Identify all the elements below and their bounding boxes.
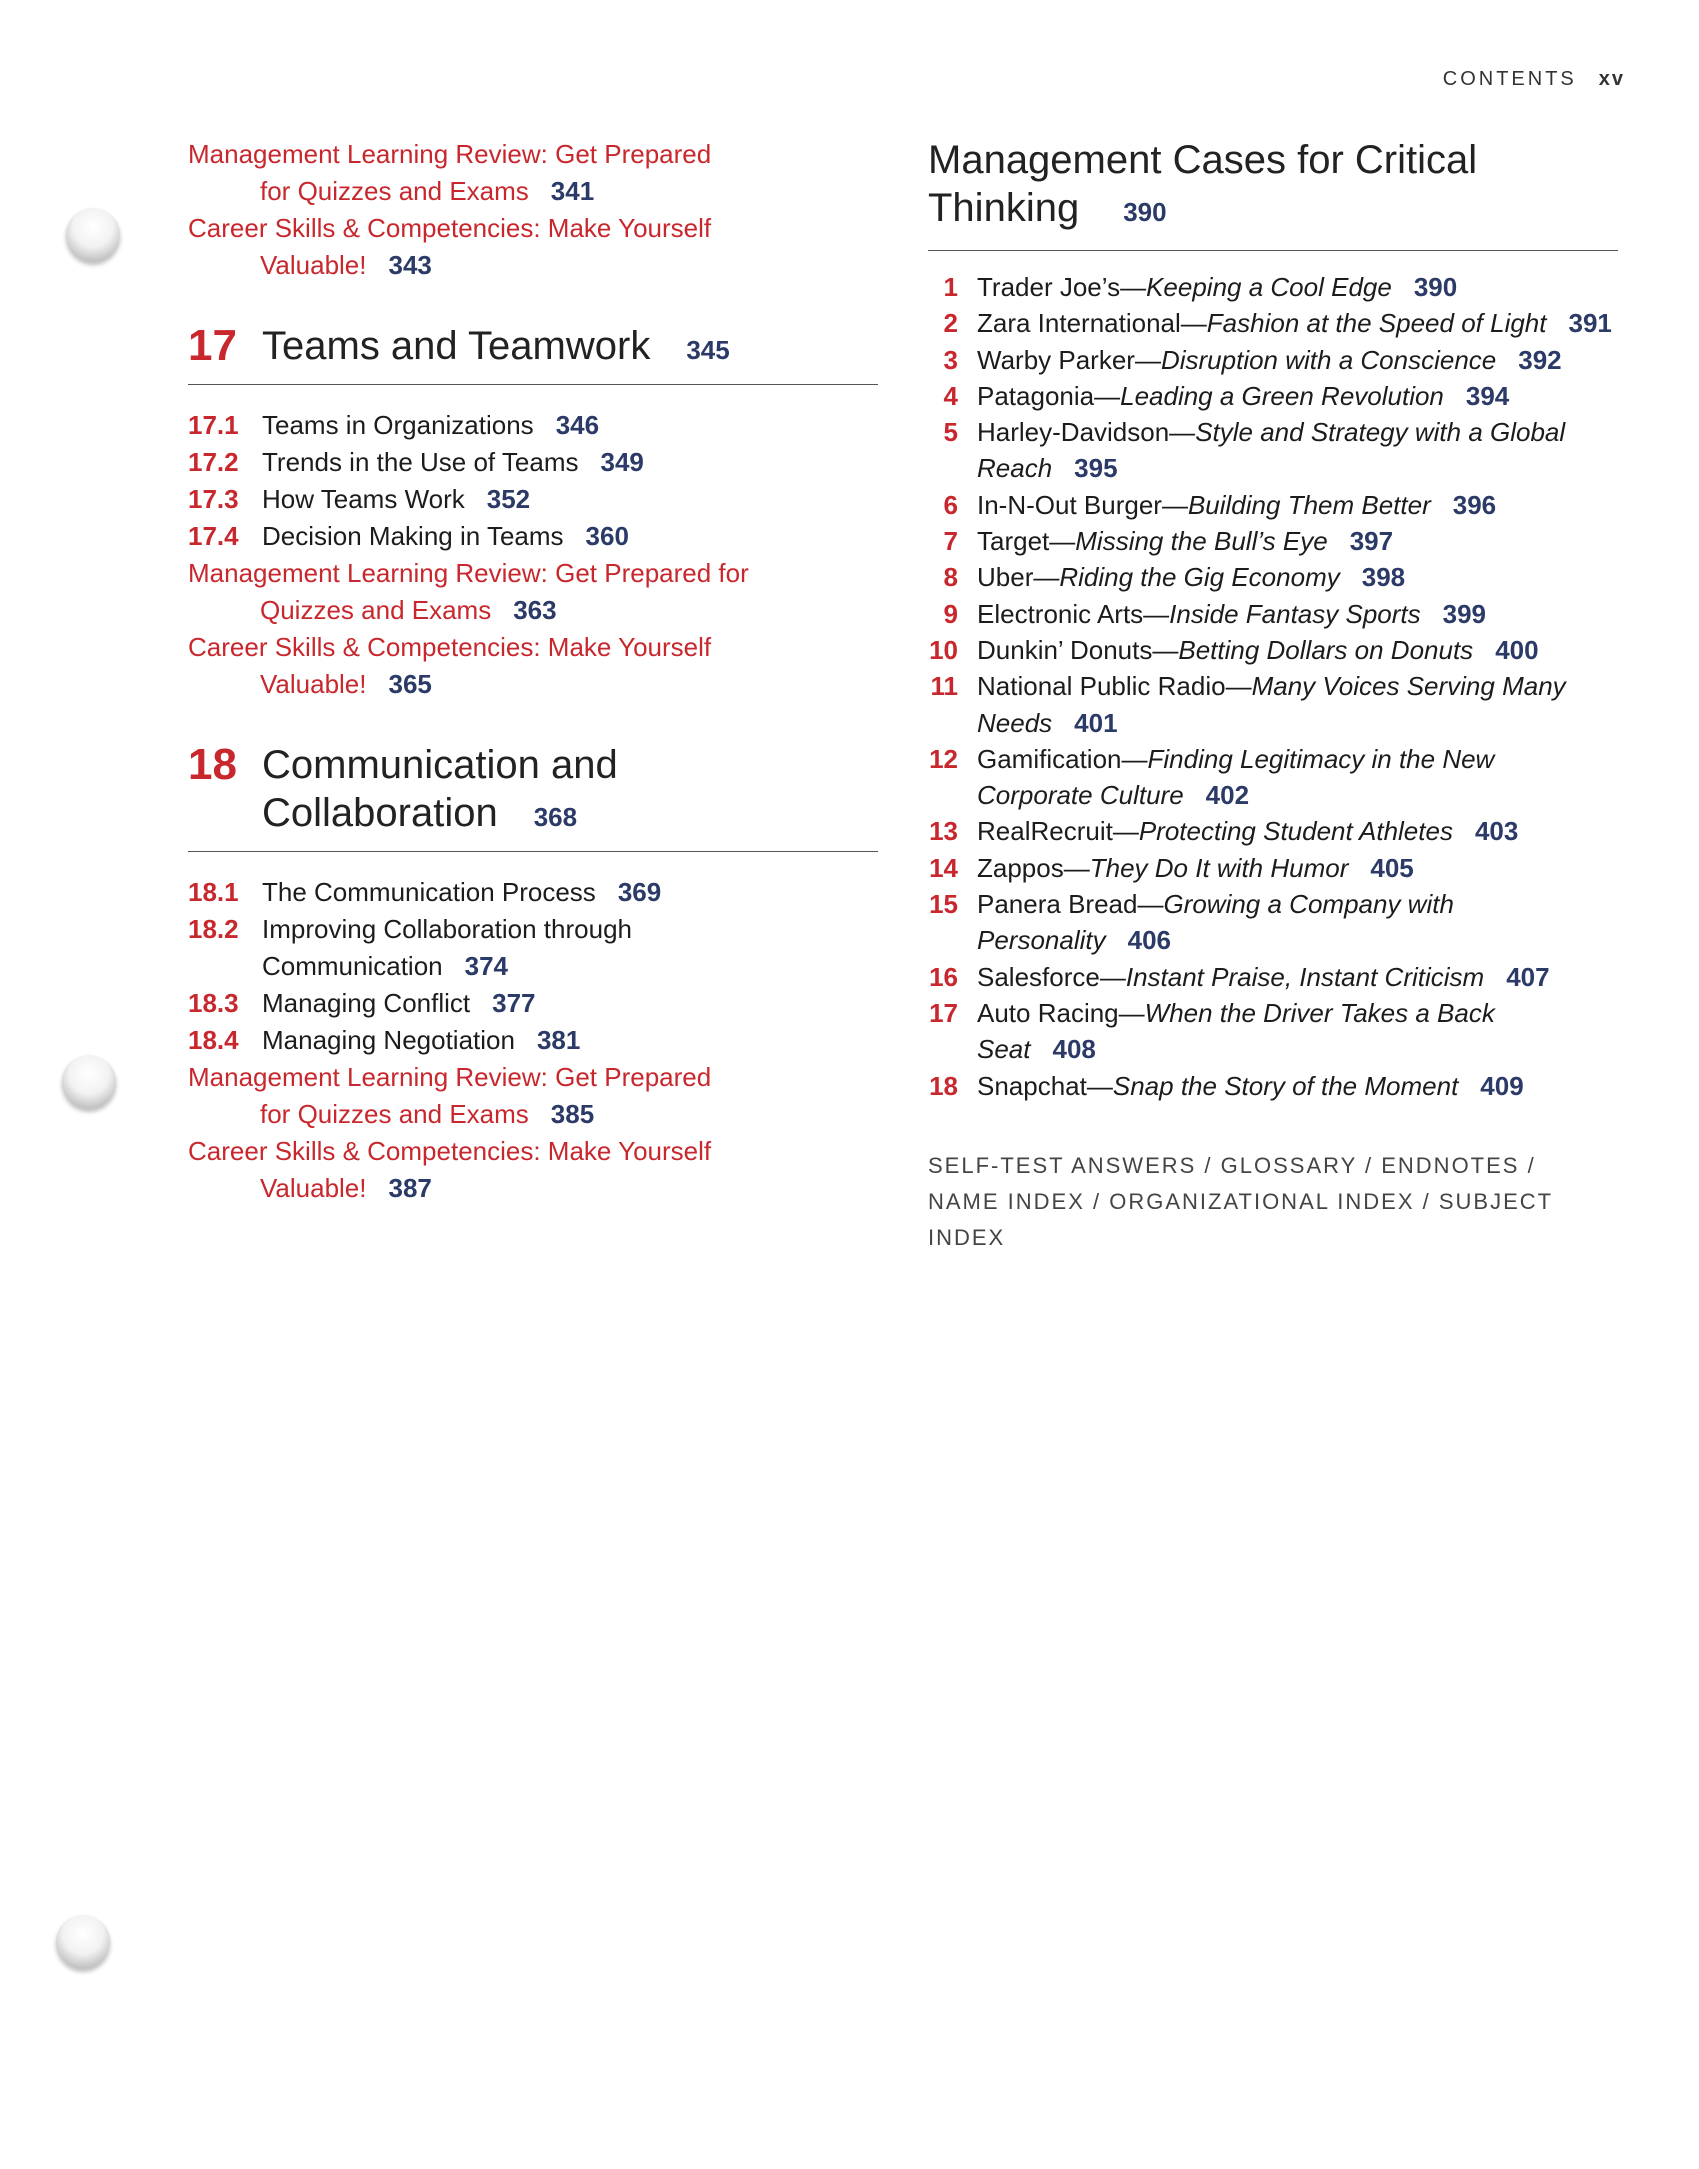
case-number: 7 [943, 526, 958, 557]
case-entry [928, 959, 1618, 995]
case-number: 3 [943, 344, 958, 375]
case-subtitle: Growing a Company with [1163, 889, 1454, 920]
case-number: 15 [929, 889, 958, 920]
page-number: 385 [550, 1099, 595, 1129]
case-number: 8 [943, 562, 958, 593]
case-number: 18 [929, 1070, 958, 1101]
review-entry [188, 629, 878, 703]
review-title-cont: for Quizzes and Exams [260, 176, 529, 206]
case-company: Zara International— [977, 308, 1207, 339]
case-entry [928, 850, 1618, 886]
case-subtitle: Many Voices Serving Many [1251, 671, 1566, 702]
case-entry [928, 1068, 1618, 1104]
page-number: 374 [464, 951, 509, 981]
case-subtitle: Missing the Bull’s Eye [1075, 526, 1328, 557]
section-number: 17.2 [188, 447, 239, 477]
case-subtitle: Keeping a Cool Edge [1146, 272, 1392, 302]
chapter-heading [188, 741, 878, 852]
case-entry [928, 741, 1618, 814]
case-number: 9 [943, 598, 958, 629]
case-company: National Public Radio— [977, 671, 1252, 702]
page-number: 390 [1413, 272, 1458, 302]
page-number: 405 [1370, 852, 1414, 883]
review-entry [188, 1133, 878, 1207]
page-number: 360 [585, 521, 629, 551]
case-entry [928, 886, 1618, 959]
case-number: 11 [930, 671, 958, 702]
section-entry [188, 911, 878, 948]
page-number: 399 [1442, 598, 1487, 629]
page-number: 396 [1452, 489, 1497, 520]
punch-hole-bottom [56, 1915, 110, 1969]
case-number: 2 [943, 308, 958, 339]
chapter-title-cont: Collaboration [262, 791, 498, 835]
review-title: Career Skills & Competencies: Make Yourself [188, 632, 712, 662]
review-title-cont: Quizzes and Exams [260, 595, 492, 625]
left-column [188, 136, 878, 1207]
cases-title: Management Cases for Critical [928, 138, 1478, 182]
page-number: 349 [600, 447, 644, 477]
case-entry [928, 269, 1618, 305]
section-number: 17.3 [188, 484, 239, 514]
section-entry [188, 985, 878, 1022]
page-number: 390 [1123, 197, 1167, 227]
case-subtitle-cont: Needs [977, 707, 1053, 738]
case-company: Dunkin’ Donuts— [977, 634, 1179, 665]
page-number: 352 [486, 484, 531, 514]
case-subtitle: Instant Praise, Instant Criticism [1125, 961, 1485, 992]
running-header [1443, 68, 1625, 91]
case-company: Uber— [977, 562, 1060, 593]
section-title: The Communication Process [262, 877, 596, 907]
case-subtitle: Inside Fantasy Sports [1169, 598, 1421, 629]
punch-hole-top [66, 208, 120, 262]
case-company: In-N-Out Burger— [977, 489, 1188, 520]
case-company: RealRecruit— [977, 816, 1139, 847]
case-subtitle-cont: Reach [977, 453, 1053, 484]
case-subtitle: Building Them Better [1187, 489, 1431, 520]
case-entry [928, 596, 1618, 632]
case-company: Snapchat— [977, 1070, 1113, 1101]
page-number: 407 [1506, 961, 1550, 992]
section-number: 17.1 [188, 410, 239, 440]
section-number: 18.3 [188, 988, 239, 1018]
review-title: Career Skills & Competencies: Make Yourself [188, 1136, 712, 1166]
chapter-heading [188, 322, 878, 385]
case-number: 14 [929, 852, 958, 883]
page-number: 346 [555, 410, 600, 440]
case-entry [928, 668, 1618, 741]
chapter-sections [188, 874, 878, 1207]
case-number: 5 [943, 417, 958, 448]
case-subtitle-cont: Personality [977, 925, 1106, 956]
case-number: 4 [943, 380, 958, 411]
case-company: Zappos— [977, 852, 1090, 883]
cases-title-cont: Thinking [928, 186, 1080, 230]
review-title-cont: Valuable! [260, 669, 367, 699]
review-title: Management Learning Review: Get Prepared [188, 1062, 712, 1092]
section-entry [188, 518, 878, 555]
page-number: 381 [536, 1025, 581, 1055]
case-company: Salesforce— [977, 961, 1126, 992]
review-entry [188, 210, 878, 284]
review-title-cont: for Quizzes and Exams [260, 1099, 529, 1129]
case-company: Electronic Arts— [977, 598, 1170, 629]
case-entry [928, 487, 1618, 523]
section-number: 18.1 [188, 877, 239, 907]
case-subtitle: Betting Dollars on Donuts [1178, 634, 1474, 665]
page-number: 368 [533, 802, 578, 832]
section-number: 18.2 [188, 914, 239, 944]
case-number: 10 [929, 634, 958, 665]
case-subtitle: Protecting Student Athletes [1138, 816, 1453, 847]
page-number: 394 [1465, 380, 1510, 411]
page-number: 341 [550, 176, 595, 206]
case-company: Auto Racing— [977, 997, 1145, 1028]
review-entry [188, 1059, 878, 1133]
case-number: 12 [929, 743, 958, 774]
case-subtitle-cont: Corporate Culture [977, 780, 1184, 811]
page-number: 398 [1361, 562, 1406, 593]
case-company: Gamification— [977, 743, 1148, 774]
case-entry [928, 378, 1618, 414]
page-number: 363 [513, 595, 557, 625]
header-page-number: xv [1598, 68, 1625, 90]
backmatter-list: SELF-TEST ANSWERS / GLOSSARY / ENDNOTES / NAME INDEX / ORGANIZATIONAL INDEX / SUBJECT INDEX [928, 1152, 1553, 1250]
section-title: Improving Collaboration through [262, 914, 632, 944]
page-number: 406 [1127, 925, 1172, 956]
case-number: 13 [929, 816, 958, 847]
section-title: How Teams Work [262, 484, 465, 514]
review-entry [188, 555, 878, 629]
case-entry [928, 305, 1618, 341]
page-number: 397 [1349, 526, 1394, 557]
case-company: Panera Bread— [977, 889, 1164, 920]
case-company: Warby Parker— [977, 344, 1161, 375]
chapter-sections [188, 407, 878, 703]
case-entry [928, 632, 1618, 668]
section-entry [188, 481, 878, 518]
page-number: 395 [1074, 453, 1118, 484]
review-entry [188, 136, 878, 210]
case-entry [928, 523, 1618, 559]
page-number: 343 [388, 250, 432, 280]
punch-hole-middle [62, 1055, 116, 1109]
page-number: 391 [1568, 308, 1612, 339]
case-company: Patagonia— [977, 380, 1121, 411]
case-subtitle: Leading a Green Revolution [1120, 380, 1444, 411]
case-company: Trader Joe’s— [977, 272, 1147, 302]
page-number: 403 [1474, 816, 1519, 847]
case-subtitle: Fashion at the Speed of Light [1206, 308, 1547, 339]
right-column [928, 136, 1618, 1256]
chapter-number: 17 [188, 321, 237, 370]
review-title-cont: Valuable! [260, 1173, 367, 1203]
cases-heading [928, 136, 1618, 251]
page-number: 365 [388, 669, 432, 699]
review-title-cont: Valuable! [260, 250, 367, 280]
case-number: 1 [943, 272, 958, 302]
section-number: 17.4 [188, 521, 239, 551]
section-entry [188, 1022, 878, 1059]
case-subtitle: Disruption with a Conscience [1160, 344, 1497, 375]
case-subtitle: Finding Legitimacy in the New [1147, 743, 1495, 774]
chapter-title: Teams and Teamwork [262, 324, 651, 368]
case-entry [928, 995, 1618, 1068]
page-number: 392 [1518, 344, 1562, 375]
page-number: 401 [1074, 707, 1118, 738]
section-title: Trends in the Use of Teams [262, 447, 579, 477]
section-number: 18.4 [188, 1025, 239, 1055]
section-title: Managing Conflict [262, 988, 471, 1018]
case-subtitle: Style and Strategy with a Global [1195, 417, 1566, 448]
header-label: CONTENTS [1442, 68, 1577, 90]
page-number: 369 [617, 877, 662, 907]
case-entry [928, 414, 1618, 487]
page-number: 377 [492, 988, 536, 1018]
page-number: 408 [1052, 1034, 1096, 1065]
page-number: 402 [1205, 780, 1250, 811]
section-title: Managing Negotiation [262, 1025, 515, 1055]
section-entry [188, 874, 878, 911]
chapter-number: 18 [188, 740, 237, 789]
case-company: Target— [977, 526, 1076, 557]
section-title-cont: Communication [262, 951, 443, 981]
review-title: Management Learning Review: Get Prepared [188, 139, 712, 169]
page-number: 387 [388, 1173, 432, 1203]
case-number: 16 [929, 961, 958, 992]
case-subtitle: When the Driver Takes a Back Seat [977, 997, 1495, 1065]
case-entry [928, 813, 1618, 849]
review-title: Management Learning Review: Get Prepared for [188, 558, 749, 588]
case-subtitle: Riding the Gig Economy [1059, 562, 1340, 593]
section-title: Teams in Organizations [262, 410, 534, 440]
section-entry [188, 444, 878, 481]
review-title: Career Skills & Competencies: Make Yourself [188, 213, 712, 243]
page-number: 409 [1480, 1070, 1524, 1101]
case-entry [928, 559, 1618, 595]
case-number: 17 [929, 997, 958, 1028]
case-entry [928, 342, 1618, 378]
page-number: 400 [1495, 634, 1539, 665]
chapter-title: Communication and [262, 743, 618, 787]
section-title: Decision Making in Teams [262, 521, 564, 551]
cases-list [928, 269, 1618, 1104]
case-number: 6 [943, 489, 958, 520]
section-entry [188, 407, 878, 444]
page-number: 345 [686, 335, 730, 365]
case-subtitle: Snap the Story of the Moment [1112, 1070, 1459, 1101]
case-subtitle: They Do It with Humor [1089, 852, 1349, 883]
case-company: Harley-Davidson— [977, 417, 1196, 448]
